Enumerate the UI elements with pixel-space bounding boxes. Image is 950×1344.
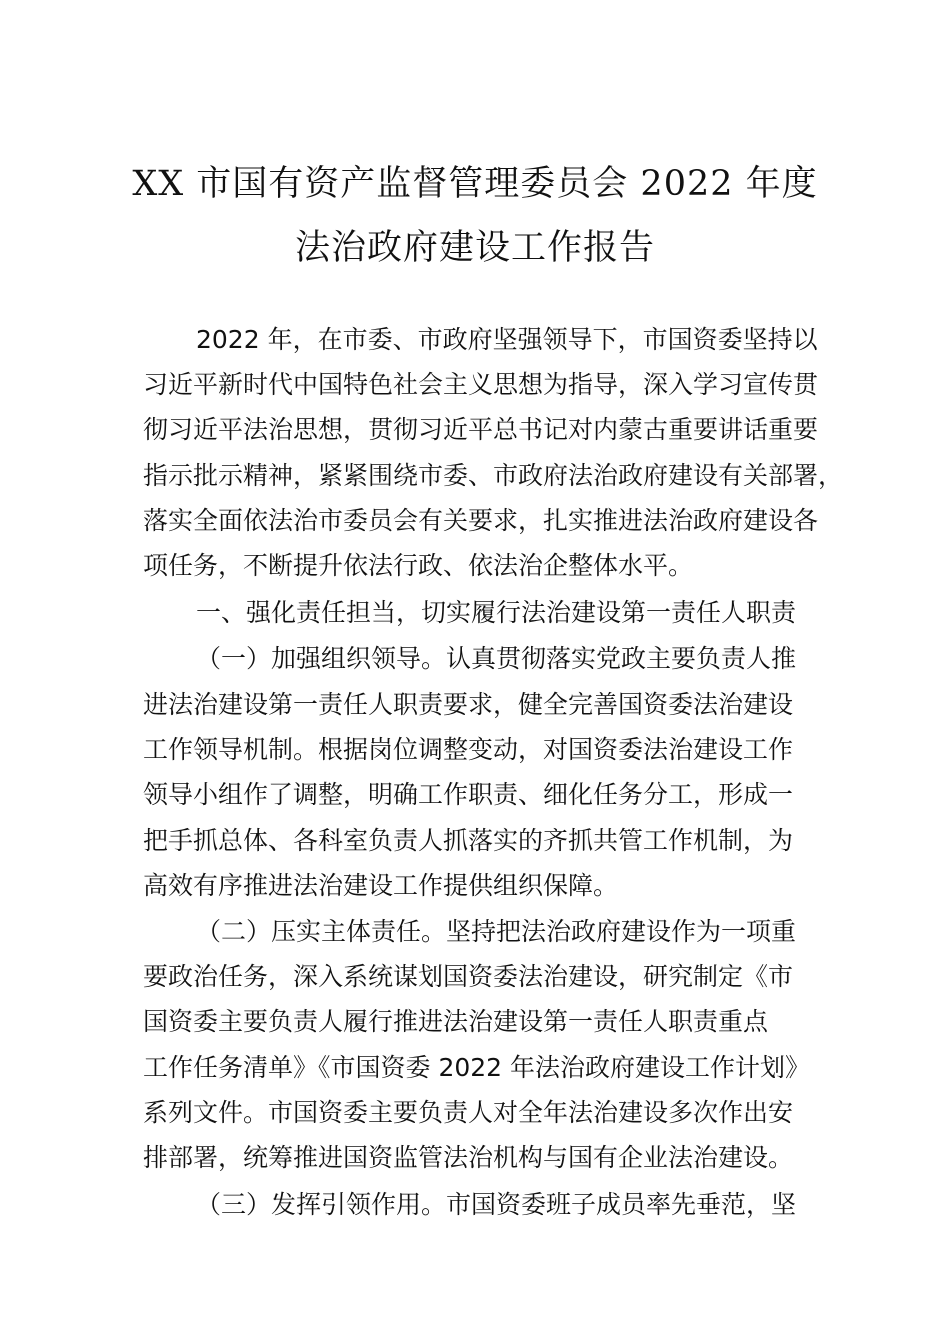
body-line: （一）加强组织领导。认真贯彻落实党政主要负责人推 — [196, 644, 797, 673]
body-line: 排部署，统筹推进国资监管法治机构与国有企业法治建设。 — [143, 1143, 794, 1172]
body-line: 进法治建设第一责任人职责要求，健全完善国资委法治建设 — [143, 690, 794, 719]
body-line: 要政治任务，深入系统谋划国资委法治建设，研究制定《市 — [143, 962, 794, 991]
section-heading: 一、强化责任担当，切实履行法治建设第一责任人职责 — [196, 598, 797, 627]
body-line: 项任务，不断提升依法行政、依法治企整体水平。 — [143, 551, 694, 580]
body-line: （二）压实主体责任。坚持把法治政府建设作为一项重 — [196, 917, 797, 946]
body-line: 把手抓总体、各科室负责人抓落实的齐抓共管工作机制，为 — [143, 826, 794, 855]
body-line: （三）发挥引领作用。市国资委班子成员率先垂范，坚 — [196, 1190, 797, 1219]
body-line: 2022 年，在市委、市政府坚强领导下，市国资委坚持以 — [196, 325, 818, 354]
document-title-line-1: XX 市国有资产监督管理委员会 2022 年度 — [132, 164, 818, 204]
body-line: 国资委主要负责人履行推进法治建设第一责任人职责重点 — [143, 1007, 769, 1036]
document-title-line-2: 法治政府建设工作报告 — [294, 228, 655, 268]
body-line: 高效有序推进法治建设工作提供组织保障。 — [143, 871, 619, 900]
body-line: 工作领导机制。根据岗位调整变动，对国资委法治建设工作 — [143, 735, 794, 764]
body-line: 工作任务清单》《市国资委 2022 年法治政府建设工作计划》 — [143, 1053, 811, 1082]
body-line: 落实全面依法治市委员会有关要求，扎实推进法治政府建设各 — [143, 506, 819, 535]
body-line: 领导小组作了调整，明确工作职责、细化任务分工，形成一 — [143, 780, 794, 809]
body-line: 系列文件。市国资委主要负责人对全年法治建设多次作出安 — [143, 1098, 794, 1127]
body-line: 指示批示精神，紧紧围绕市委、市政府法治政府建设有关部署， — [143, 461, 844, 490]
body-line: 习近平新时代中国特色社会主义思想为指导，深入学习宣传贯 — [143, 370, 819, 399]
body-line: 彻习近平法治思想，贯彻习近平总书记对内蒙古重要讲话重要 — [143, 415, 819, 444]
